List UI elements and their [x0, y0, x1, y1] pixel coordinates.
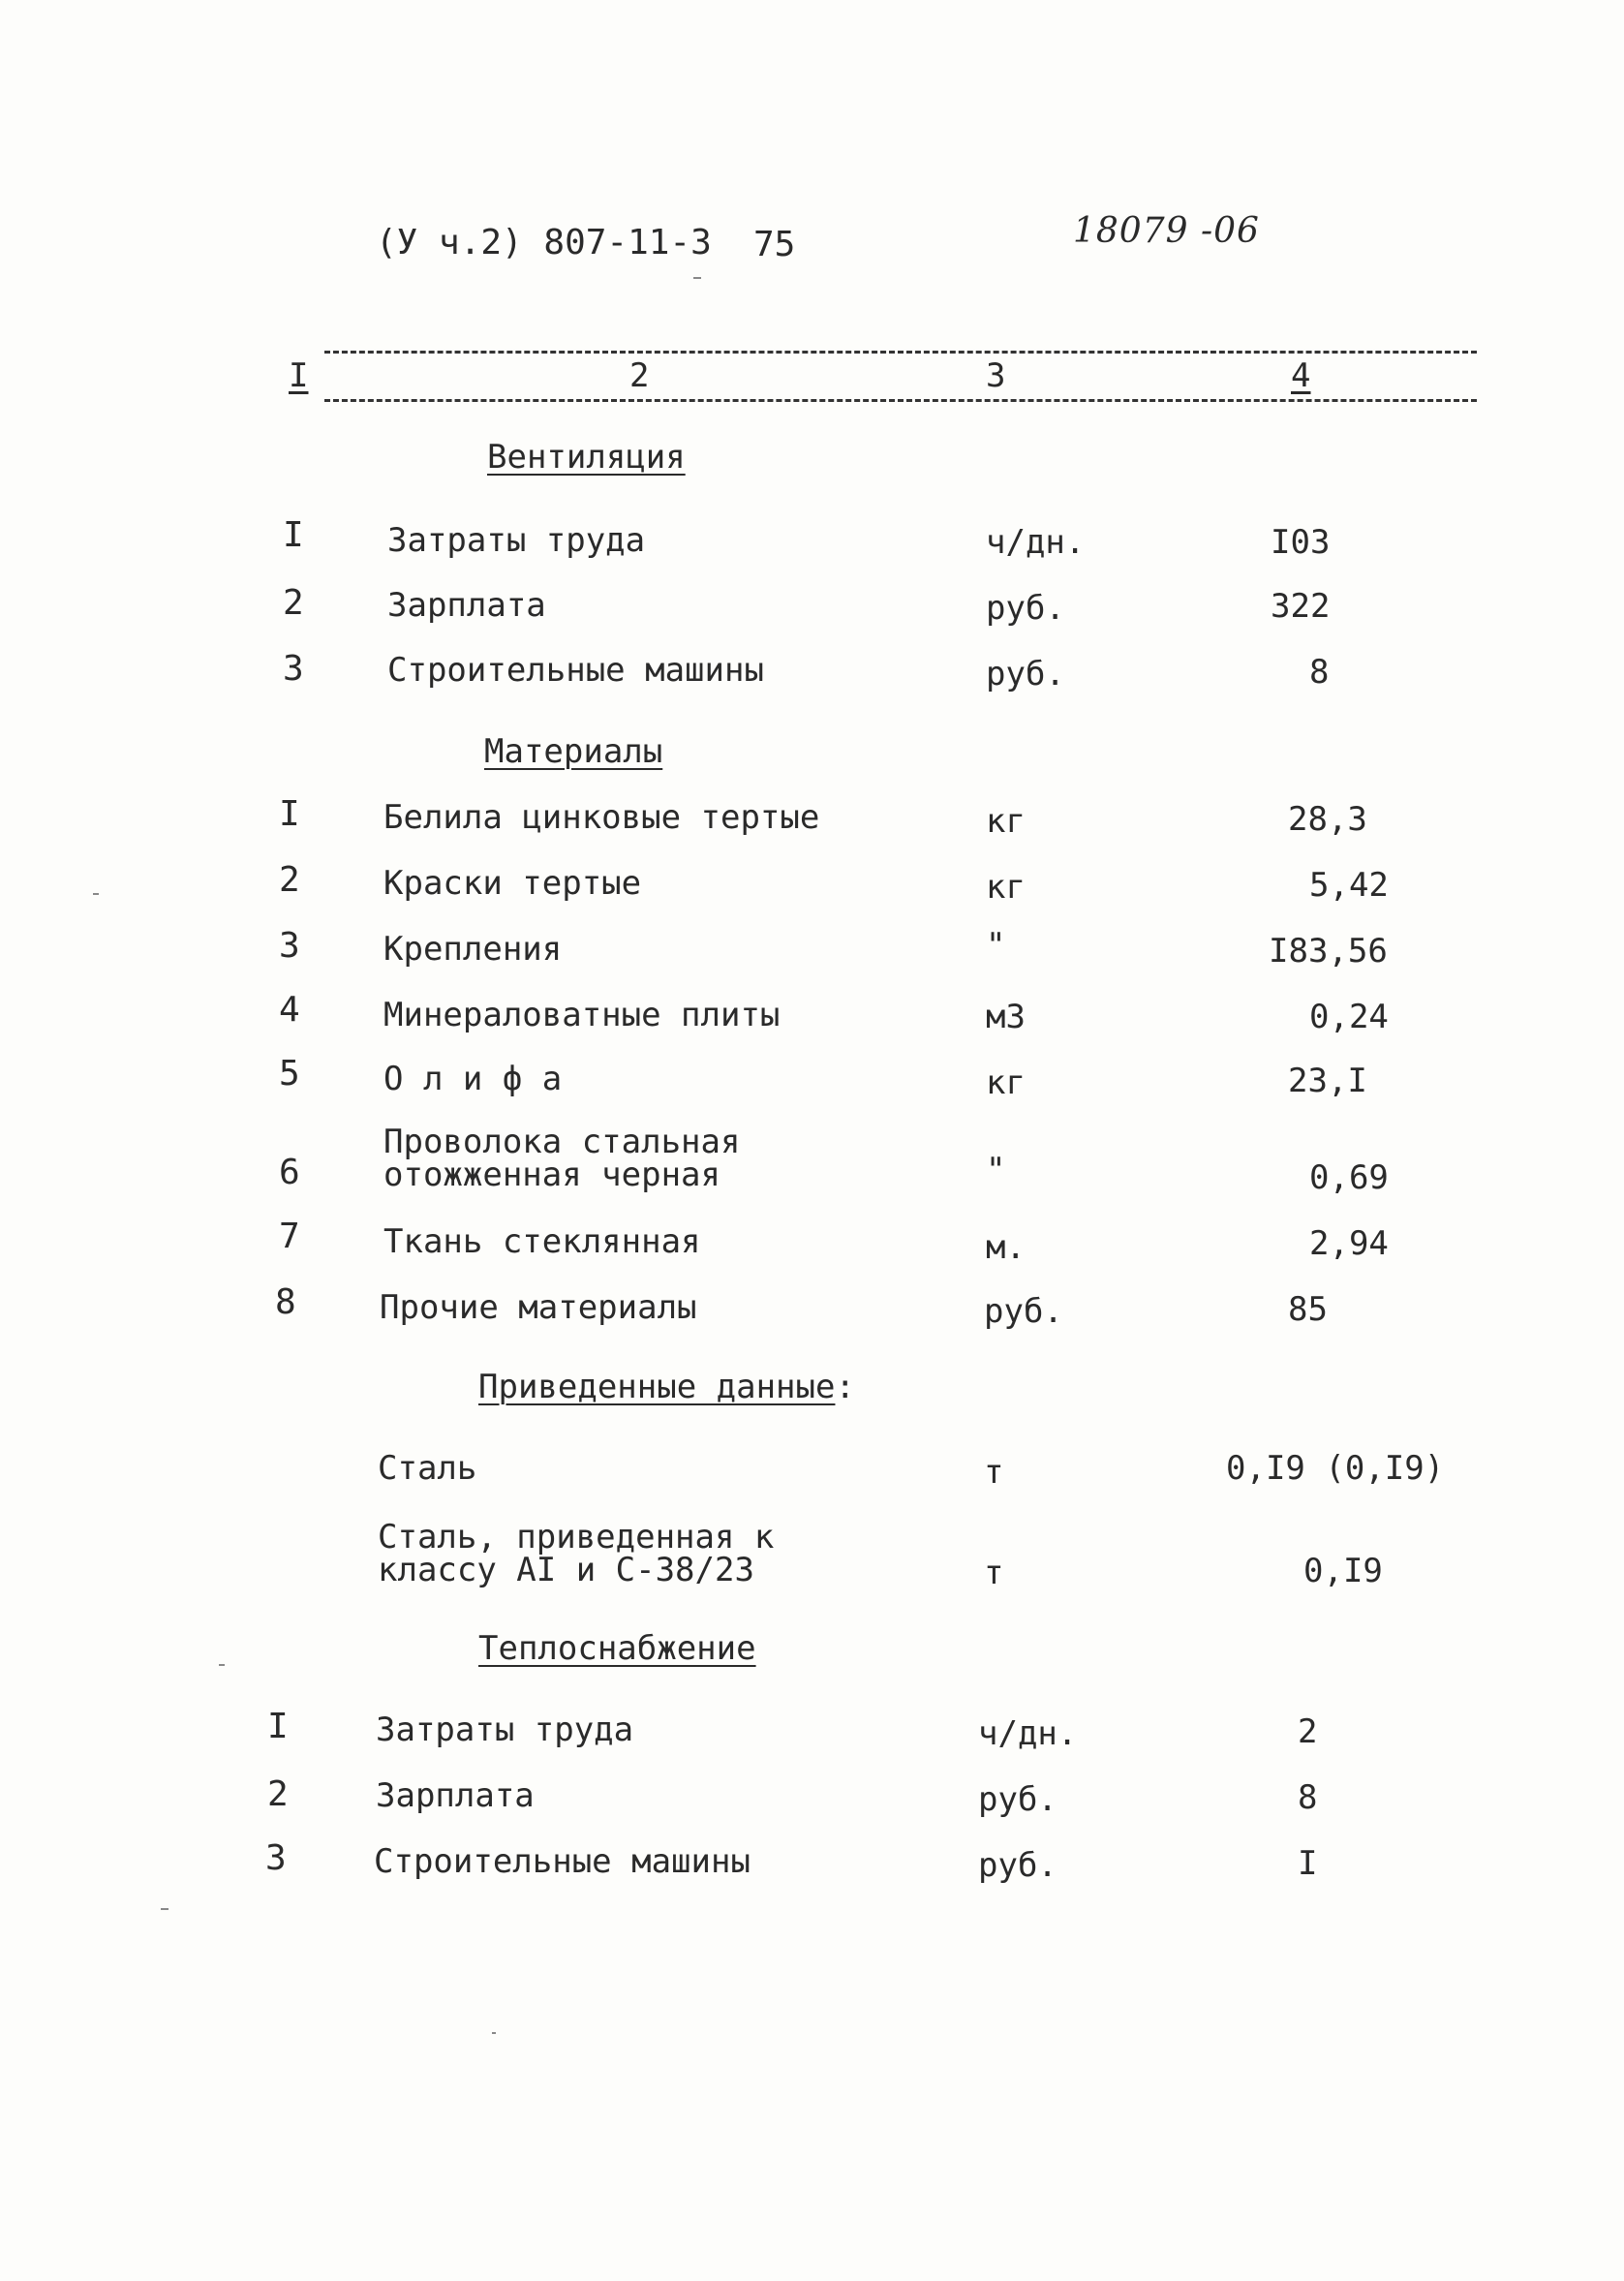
row-unit: руб. — [986, 655, 1065, 694]
row-value: I83,56 — [1269, 932, 1388, 971]
row-unit: т — [984, 1554, 1004, 1592]
row-unit: м3 — [986, 998, 1026, 1036]
column-header-3: 3 — [986, 356, 1006, 395]
row-name: Строительные машины — [387, 651, 764, 690]
row-unit: кг — [986, 868, 1026, 907]
row-name-line1: Сталь, приведенная к — [378, 1518, 775, 1557]
row-value: 23,I — [1288, 1062, 1367, 1100]
row-unit: руб. — [978, 1846, 1057, 1885]
row-number: 2 — [267, 1774, 289, 1814]
row-value: 28,3 — [1288, 800, 1367, 839]
row-number: 3 — [283, 649, 304, 689]
row-number: 2 — [279, 860, 300, 900]
section-title-ventilation: Вентиляция — [487, 438, 686, 477]
document-code: (У ч.2) 807-11-3 — [376, 223, 712, 262]
scan-speck — [161, 1908, 169, 1910]
row-value: 0,69 — [1309, 1158, 1389, 1197]
row-unit: т — [984, 1453, 1004, 1492]
row-name: Минераловатные плиты — [383, 996, 781, 1034]
row-value: 0,I9 (0,I9) — [1226, 1449, 1445, 1488]
row-unit: " — [986, 926, 1006, 965]
column-header-1: I — [289, 356, 309, 395]
row-number: I — [279, 794, 300, 834]
scan-speck — [219, 1664, 225, 1666]
row-number: I — [283, 515, 304, 555]
row-name-line2: отожженная черная — [383, 1156, 720, 1194]
row-value: 8 — [1298, 1778, 1318, 1817]
row-value: I03 — [1271, 523, 1331, 562]
row-unit: руб. — [978, 1780, 1057, 1819]
row-unit: м. — [986, 1228, 1026, 1267]
row-number: 7 — [279, 1217, 300, 1256]
row-value: I — [1298, 1844, 1318, 1883]
row-unit: кг — [986, 802, 1026, 841]
row-value: 322 — [1271, 587, 1331, 626]
row-number: 6 — [279, 1153, 300, 1192]
section-title-colon: : — [835, 1368, 855, 1406]
row-value: 5,42 — [1309, 866, 1389, 905]
section-title-text: Приведенные данные — [478, 1368, 836, 1406]
row-number: I — [267, 1707, 289, 1746]
scan-speck — [693, 277, 701, 279]
scan-speck — [492, 2032, 496, 2034]
row-value: 2,94 — [1309, 1224, 1389, 1263]
row-name-line1: Проволока стальная — [383, 1123, 741, 1161]
row-name-line2: классу АI и С-38/23 — [378, 1551, 754, 1589]
row-unit: кг — [986, 1063, 1026, 1102]
section-title-heat-supply: Теплоснабжение — [478, 1629, 756, 1668]
column-header-4: 4 — [1291, 356, 1311, 395]
row-value: 0,24 — [1309, 998, 1389, 1036]
row-number: 3 — [265, 1838, 287, 1878]
row-name: Краски тертые — [383, 864, 642, 903]
section-title-materials: Материалы — [484, 732, 663, 771]
row-number: 5 — [279, 1054, 300, 1094]
row-value: 85 — [1288, 1290, 1328, 1329]
page-number: 75 — [753, 225, 796, 264]
row-value: 2 — [1298, 1712, 1318, 1751]
section-title-reduced-data — [478, 1368, 855, 1406]
column-header-2: 2 — [629, 356, 650, 395]
row-number: 3 — [279, 926, 300, 966]
row-name: Белила цинковые тертые — [383, 798, 820, 837]
row-name: Строительные машины — [374, 1842, 751, 1881]
row-name: Ткань стеклянная — [383, 1222, 701, 1261]
row-name: Крепления — [383, 930, 563, 969]
handwritten-number: 18079 -06 — [1073, 211, 1260, 251]
table-header-top-rule — [324, 351, 1477, 354]
row-name: О л и ф а — [383, 1060, 563, 1098]
row-value: 8 — [1309, 653, 1330, 692]
row-value: 0,I9 — [1303, 1552, 1383, 1590]
row-unit: руб. — [984, 1292, 1063, 1331]
row-name: Сталь — [378, 1449, 477, 1488]
row-unit: " — [986, 1151, 1006, 1189]
row-name: Затраты труда — [387, 521, 646, 560]
row-name: Зарплата — [387, 586, 546, 625]
row-number: 4 — [279, 990, 300, 1030]
row-name: Затраты труда — [376, 1711, 634, 1749]
row-number: 2 — [283, 583, 304, 623]
row-unit: ч/дн. — [978, 1714, 1078, 1753]
row-name: Зарплата — [376, 1776, 535, 1815]
row-unit: ч/дн. — [986, 523, 1086, 562]
row-name: Прочие материалы — [380, 1288, 697, 1327]
row-number: 8 — [275, 1282, 296, 1322]
table-header-bottom-rule — [324, 399, 1477, 402]
scan-speck — [93, 893, 99, 895]
row-unit: руб. — [986, 589, 1065, 628]
